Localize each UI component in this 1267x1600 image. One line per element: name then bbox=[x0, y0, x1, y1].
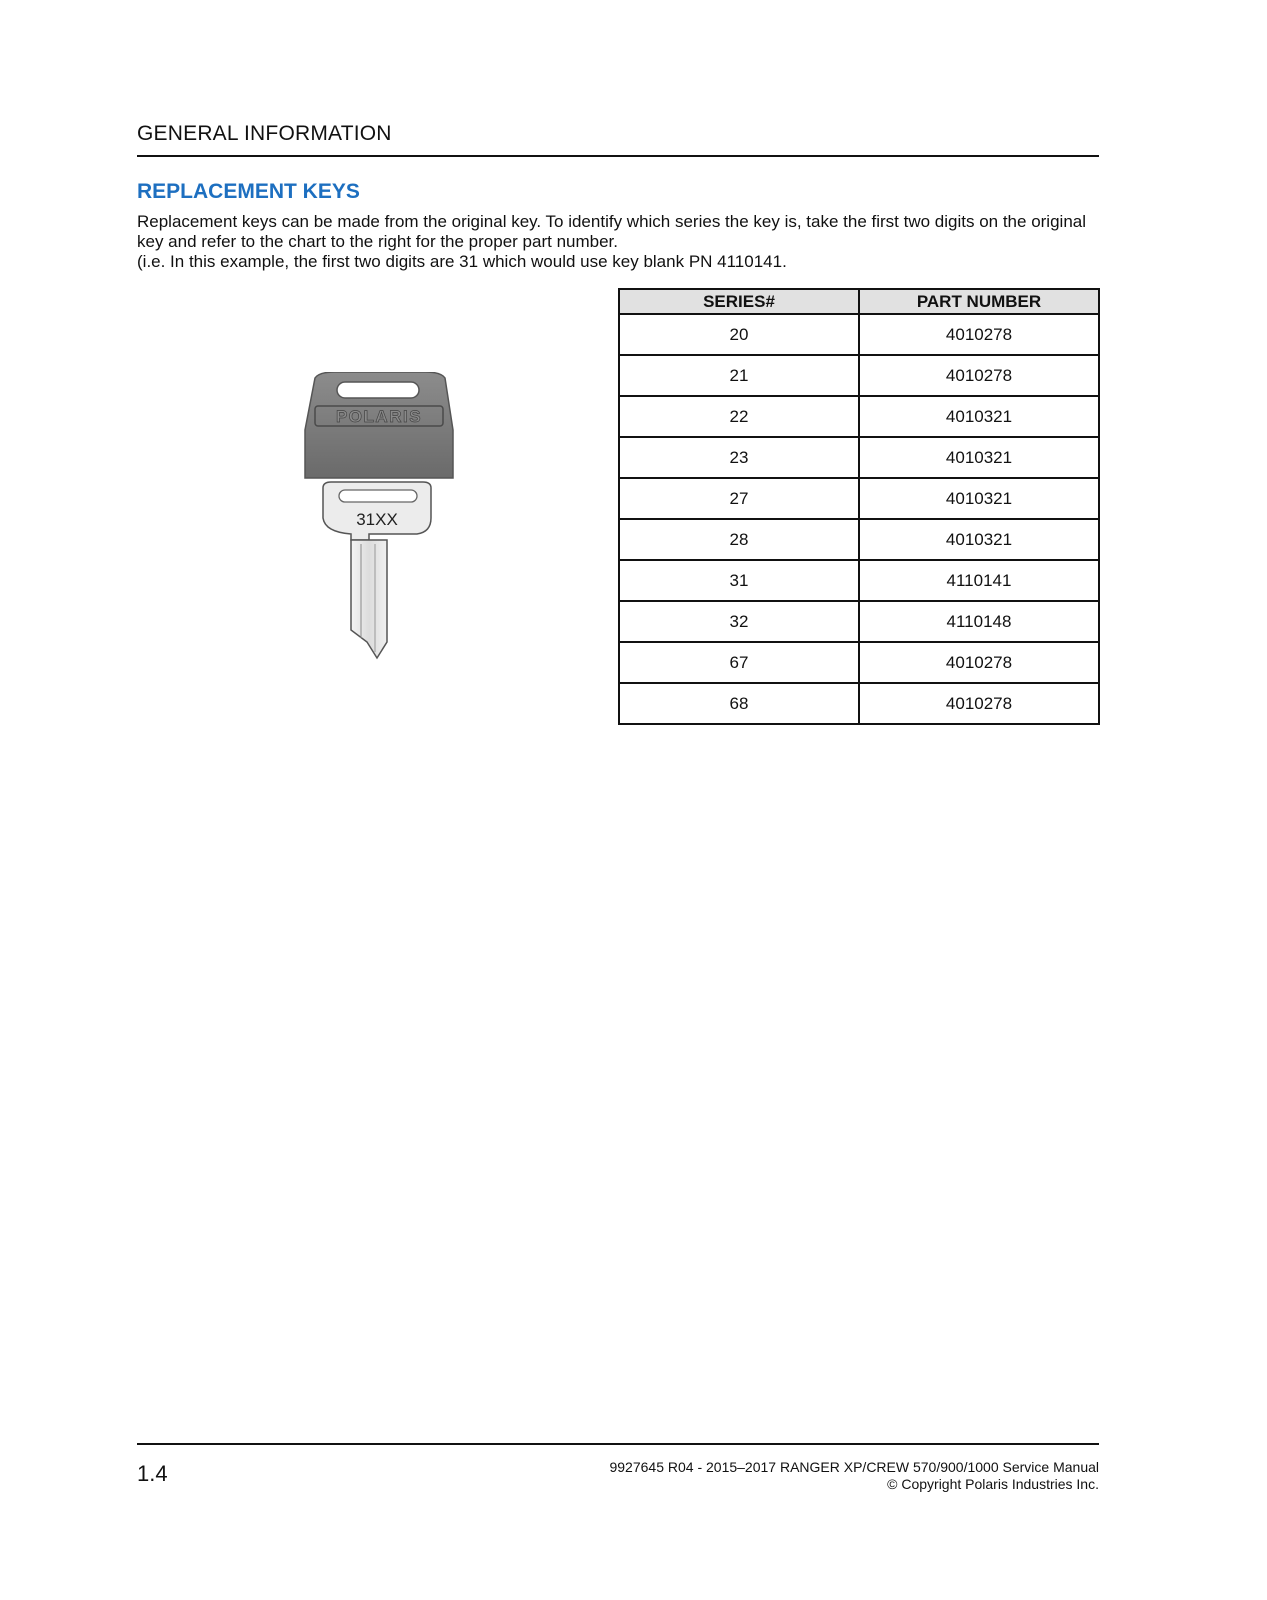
table-row bbox=[619, 683, 1099, 724]
header-rule bbox=[137, 155, 1099, 157]
series-part-number-table bbox=[618, 288, 1100, 725]
part-number-cell: 4010321 bbox=[859, 519, 1099, 560]
column-header-series: SERIES# bbox=[619, 289, 859, 314]
body-paragraph-example: (i.e. In this example, the first two digits are 31 which would use key blank PN 4110141. bbox=[137, 252, 787, 271]
part-number-cell: 4110148 bbox=[859, 601, 1099, 642]
table-row bbox=[619, 314, 1099, 355]
part-number-cell: 4010321 bbox=[859, 437, 1099, 478]
key-blade bbox=[351, 540, 387, 658]
part-number-cell: 4010321 bbox=[859, 396, 1099, 437]
series-cell: 31 bbox=[619, 560, 859, 601]
copyright: © Copyright Polaris Industries Inc. bbox=[887, 1476, 1099, 1492]
table-row bbox=[619, 601, 1099, 642]
series-cell: 27 bbox=[619, 478, 859, 519]
series-cell: 32 bbox=[619, 601, 859, 642]
part-number-cell: 4010278 bbox=[859, 642, 1099, 683]
series-cell: 20 bbox=[619, 314, 859, 355]
series-cell: 68 bbox=[619, 683, 859, 724]
footer-rule bbox=[137, 1443, 1099, 1445]
part-number-cell: 4010321 bbox=[859, 478, 1099, 519]
table-row bbox=[619, 478, 1099, 519]
page-header-title: GENERAL INFORMATION bbox=[137, 122, 392, 145]
page-number: 1.4 bbox=[137, 1461, 168, 1486]
fob-slot bbox=[337, 382, 419, 398]
key-code-text: 31XX bbox=[356, 510, 398, 529]
table-header-row bbox=[619, 289, 1099, 314]
key-slot bbox=[339, 490, 417, 502]
section-body bbox=[137, 212, 1102, 272]
table-row bbox=[619, 642, 1099, 683]
series-cell: 23 bbox=[619, 437, 859, 478]
part-number-cell: 4010278 bbox=[859, 355, 1099, 396]
manual-title: 9927645 R04 - 2015–2017 RANGER XP/CREW 570/900/1000 Service Manual bbox=[609, 1459, 1099, 1475]
table-row bbox=[619, 437, 1099, 478]
series-cell: 67 bbox=[619, 642, 859, 683]
series-cell: 21 bbox=[619, 355, 859, 396]
body-paragraph: Replacement keys can be made from the original key. To identify which series the key is, take the first two digits on the original key and refer to the chart to the right for the proper part number. bbox=[137, 212, 1087, 251]
part-number-cell: 4110141 bbox=[859, 560, 1099, 601]
part-number-cell: 4010278 bbox=[859, 314, 1099, 355]
series-cell: 22 bbox=[619, 396, 859, 437]
table-row bbox=[619, 519, 1099, 560]
table-row bbox=[619, 355, 1099, 396]
column-header-part-number: PART NUMBER bbox=[859, 289, 1099, 314]
footer-info bbox=[609, 1459, 1099, 1493]
table-row bbox=[619, 396, 1099, 437]
part-number-cell: 4010278 bbox=[859, 683, 1099, 724]
fob-logo-text: POLARIS bbox=[335, 407, 423, 426]
key-illustration bbox=[295, 372, 465, 678]
table-row bbox=[619, 560, 1099, 601]
section-title: REPLACEMENT KEYS bbox=[137, 180, 360, 203]
series-cell: 28 bbox=[619, 519, 859, 560]
